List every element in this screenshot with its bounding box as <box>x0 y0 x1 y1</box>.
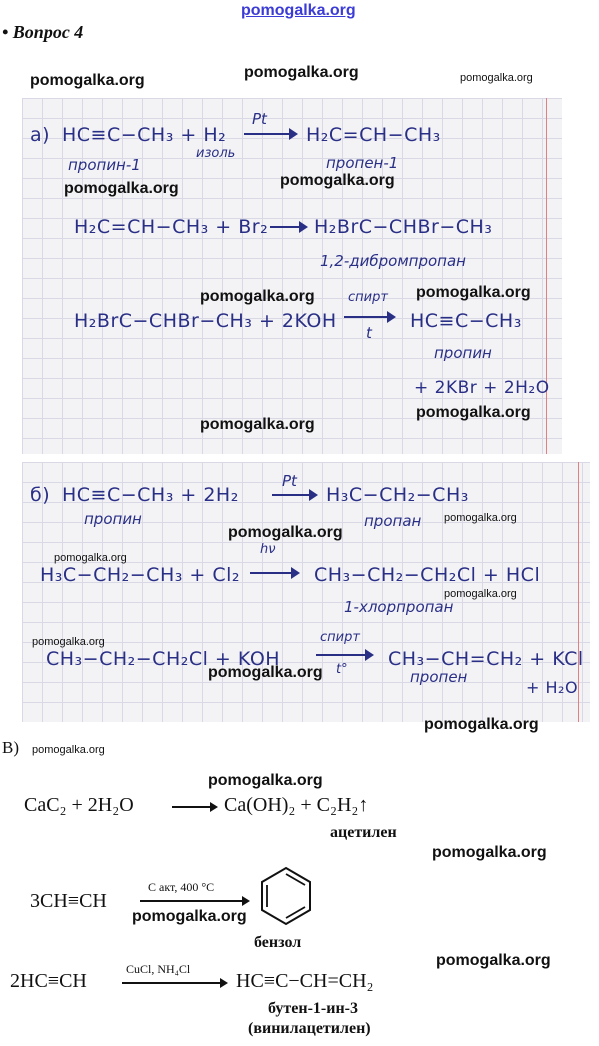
watermark: pomogalka.org <box>416 284 531 301</box>
part-v-eq3-right: HC≡C−CH=CH₂ <box>236 970 374 992</box>
part-a-eq1-name-product: пропен-1 <box>326 154 399 172</box>
part-a-eq1-reactants: HC≡C−CH₃ + H₂ <box>62 124 227 146</box>
part-b-eq1-reactants: HC≡C−CH₃ + 2H₂ <box>62 484 239 506</box>
margin-line-a <box>546 98 547 454</box>
benzene-ring-icon <box>256 864 316 930</box>
part-b-eq2-product: CH₃−CH₂−CH₂Cl + HCl <box>314 564 541 586</box>
watermark: pomogalka.org <box>208 664 323 681</box>
watermark: pomogalka.org <box>424 716 539 733</box>
part-b-eq3-reactants: CH₃−CH₂−CH₂Cl + KOH <box>46 648 281 670</box>
part-v-eq3-name1: бутен-1-ин-3 <box>268 1000 358 1017</box>
part-v-eq1-left: CaC₂ + 2H₂O <box>24 794 134 816</box>
part-b-eq1-name-reactant: пропин <box>84 510 142 528</box>
part-b-eq3-arrow <box>316 654 372 656</box>
part-b-eq3-product: CH₃−CH=CH₂ + KCl <box>388 648 584 670</box>
watermark: pomogalka.org <box>460 72 533 84</box>
watermark: pomogalka.org <box>30 72 145 89</box>
handwritten-panel-a <box>22 98 562 454</box>
part-b-eq3-cond-top: спирт <box>320 630 360 645</box>
watermark: pomogalka.org <box>32 636 105 648</box>
part-a-eq1-name-h2: изоль <box>196 146 236 161</box>
part-a-eq3-arrow <box>344 316 394 318</box>
part-v-eq1-name: ацетилен <box>330 824 397 841</box>
part-a-eq1-arrow <box>244 133 296 135</box>
part-a-eq1-product: H₂C=CH−CH₃ <box>306 124 441 146</box>
part-v-eq3-arrow <box>122 982 226 984</box>
part-b-eq2-arrow <box>250 572 298 574</box>
part-a-label: а) <box>30 124 51 146</box>
part-v-eq2-name: бензол <box>254 934 302 951</box>
part-b-eq3-name: пропен <box>410 668 468 686</box>
watermark: pomogalka.org <box>132 908 247 925</box>
watermark: pomogalka.org <box>432 844 547 861</box>
part-a-eq2-arrow <box>270 226 306 228</box>
part-v-eq1-right: Ca(OH)₂ + C₂H₂↑ <box>224 794 369 816</box>
watermark: pomogalka.org <box>32 744 105 756</box>
part-v-eq3-cond: CuCl, NH₄Cl <box>126 962 191 976</box>
site-link-top[interactable]: pomogalka.org <box>241 2 356 19</box>
watermark: pomogalka.org <box>244 64 359 81</box>
part-v-eq1-arrow <box>172 806 216 808</box>
part-b-eq3-byproduct: + H₂O <box>526 678 579 697</box>
watermark: pomogalka.org <box>436 952 551 969</box>
question-title: • Вопрос 4 <box>2 22 84 42</box>
watermark: pomogalka.org <box>64 180 179 197</box>
part-b-eq1-arrow <box>272 494 316 496</box>
part-v-eq2-cond: C акт, 400 °C <box>148 880 215 894</box>
part-b-eq1-catalyst: Pt <box>282 472 297 490</box>
part-v-eq3-name2: (винилацетилен) <box>248 1020 371 1037</box>
part-b-eq1-name-product: пропан <box>364 512 422 530</box>
part-a-eq3-cond-bottom: t <box>366 324 372 342</box>
part-a-eq3-name: пропин <box>434 344 492 362</box>
watermark: pomogalka.org <box>200 288 315 305</box>
part-a-eq1-catalyst: Pt <box>252 110 267 128</box>
watermark: pomogalka.org <box>200 416 315 433</box>
watermark: pomogalka.org <box>416 404 531 421</box>
part-v-eq3-left: 2HC≡CH <box>10 970 87 992</box>
part-v-eq2-left: 3CH≡CH <box>30 890 107 912</box>
part-v-eq2-arrow <box>140 900 248 902</box>
part-a-eq3-reactants: H₂BrC−CHBr−CH₃ + 2KOH <box>74 310 337 332</box>
part-a-eq1-name-reactant: пропин-1 <box>68 156 141 174</box>
part-b-eq3-cond-bottom: t° <box>336 662 348 677</box>
part-b-eq2-name: 1-хлорпропан <box>344 598 454 616</box>
watermark: pomogalka.org <box>228 524 343 541</box>
watermark: pomogalka.org <box>208 772 323 789</box>
watermark: pomogalka.org <box>444 588 517 600</box>
part-b-eq1-product: H₃C−CH₂−CH₃ <box>326 484 469 506</box>
part-a-eq3-product: HC≡C−CH₃ <box>410 310 522 332</box>
part-a-eq2-name: 1,2-дибромпропан <box>320 252 466 270</box>
watermark: pomogalka.org <box>54 552 127 564</box>
watermark: pomogalka.org <box>444 512 517 524</box>
part-b-eq2-cond: hν <box>260 542 276 557</box>
part-a-eq3-cond-top: спирт <box>348 290 388 305</box>
watermark: pomogalka.org <box>280 172 395 189</box>
part-b-label: б) <box>30 484 51 506</box>
part-b-eq2-reactants: H₃C−CH₂−CH₃ + Cl₂ <box>40 564 241 586</box>
part-v-label: В) <box>2 738 19 757</box>
part-a-eq2-product: H₂BrC−CHBr−CH₃ <box>314 216 493 238</box>
part-a-eq2-reactants: H₂C=CH−CH₃ + Br₂ <box>74 216 269 238</box>
part-a-eq3-byproduct: + 2KBr + 2H₂O <box>414 378 550 398</box>
margin-line-b <box>578 462 579 722</box>
